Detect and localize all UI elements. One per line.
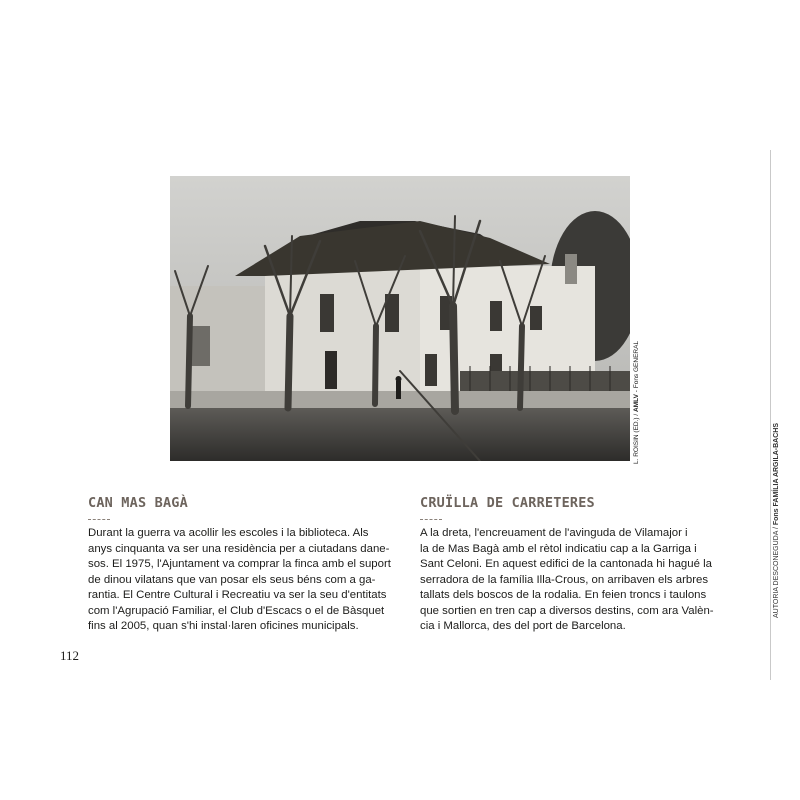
margin-credit-fons: Fons FAMÍLIA ARGILA-BACHS — [773, 423, 780, 526]
text-line: rantia. El Centre Cultural i Recreatiu va ser la seu d'entitats — [88, 589, 387, 601]
section-dash — [88, 519, 110, 520]
text-line: de dinou vilatans que van posar els seus béns com a ga- — [88, 573, 376, 586]
text-line: la de Mas Bagà amb el rètol indicatiu cap a la Garriga i — [420, 542, 697, 555]
photo-credit-author: L. ROISIN (ED.) — [633, 417, 640, 464]
historic-photograph — [170, 176, 630, 461]
section-body-cruilla — [420, 526, 714, 635]
text-line: com l'Agrupació Familiar, el Club d'Escacs o el de Bàsquet — [88, 604, 385, 617]
text-line: serradora de la família Illa-Crous, on arribaven els arbres — [420, 573, 709, 586]
text-line: fins al 2005, quan s'hi instal·laren oficines municipals. — [88, 620, 359, 632]
text-line: anys cinquanta va ser una residència per a ciutadans dane- — [88, 542, 390, 555]
margin-credit-author: AUTORIA DESCONEGUDA — [773, 530, 780, 618]
text-line: tallats dels boscos de la rodalia. En feien troncs i taulons — [420, 589, 707, 601]
page-number: 112 — [60, 648, 80, 663]
house-photo-illustration — [170, 176, 630, 461]
margin-credit: AUTORIA DESCONEGUDA / Fons FAMÍLIA ARGILA-BACHS — [773, 423, 780, 618]
photo-credit: L. ROISIN (ED.) / AMLV - Fons GENERAL — [633, 340, 640, 464]
right-margin-rule — [770, 150, 771, 680]
photo-credit-archive: AMLV — [633, 394, 640, 412]
text-line: cia i Mallorca, des del port de Barcelona. — [420, 620, 626, 632]
text-line: Sant Celoni. En aquest edifici de la cantonada hi hagué la — [420, 558, 712, 570]
text-line: que sortien en tren cap a diversos destins, com ara Valèn- — [420, 604, 714, 617]
text-line: A la dreta, l'encreuament de l'avinguda de Vilamajor i — [420, 527, 688, 539]
photo-credit-fons: Fons GENERAL — [633, 340, 640, 389]
section-title-can-mas-baga: CAN MAS BAGÀ — [88, 495, 188, 511]
text-line: Durant la guerra va acollir les escoles i la biblioteca. Als — [88, 527, 369, 539]
text-line: sos. El 1975, l'Ajuntament va comprar la finca amb el suport — [88, 558, 391, 570]
section-body-can-mas-baga — [88, 526, 391, 635]
section-dash — [420, 519, 442, 520]
section-title-cruilla: CRUÏLLA DE CARRETERES — [420, 495, 595, 511]
